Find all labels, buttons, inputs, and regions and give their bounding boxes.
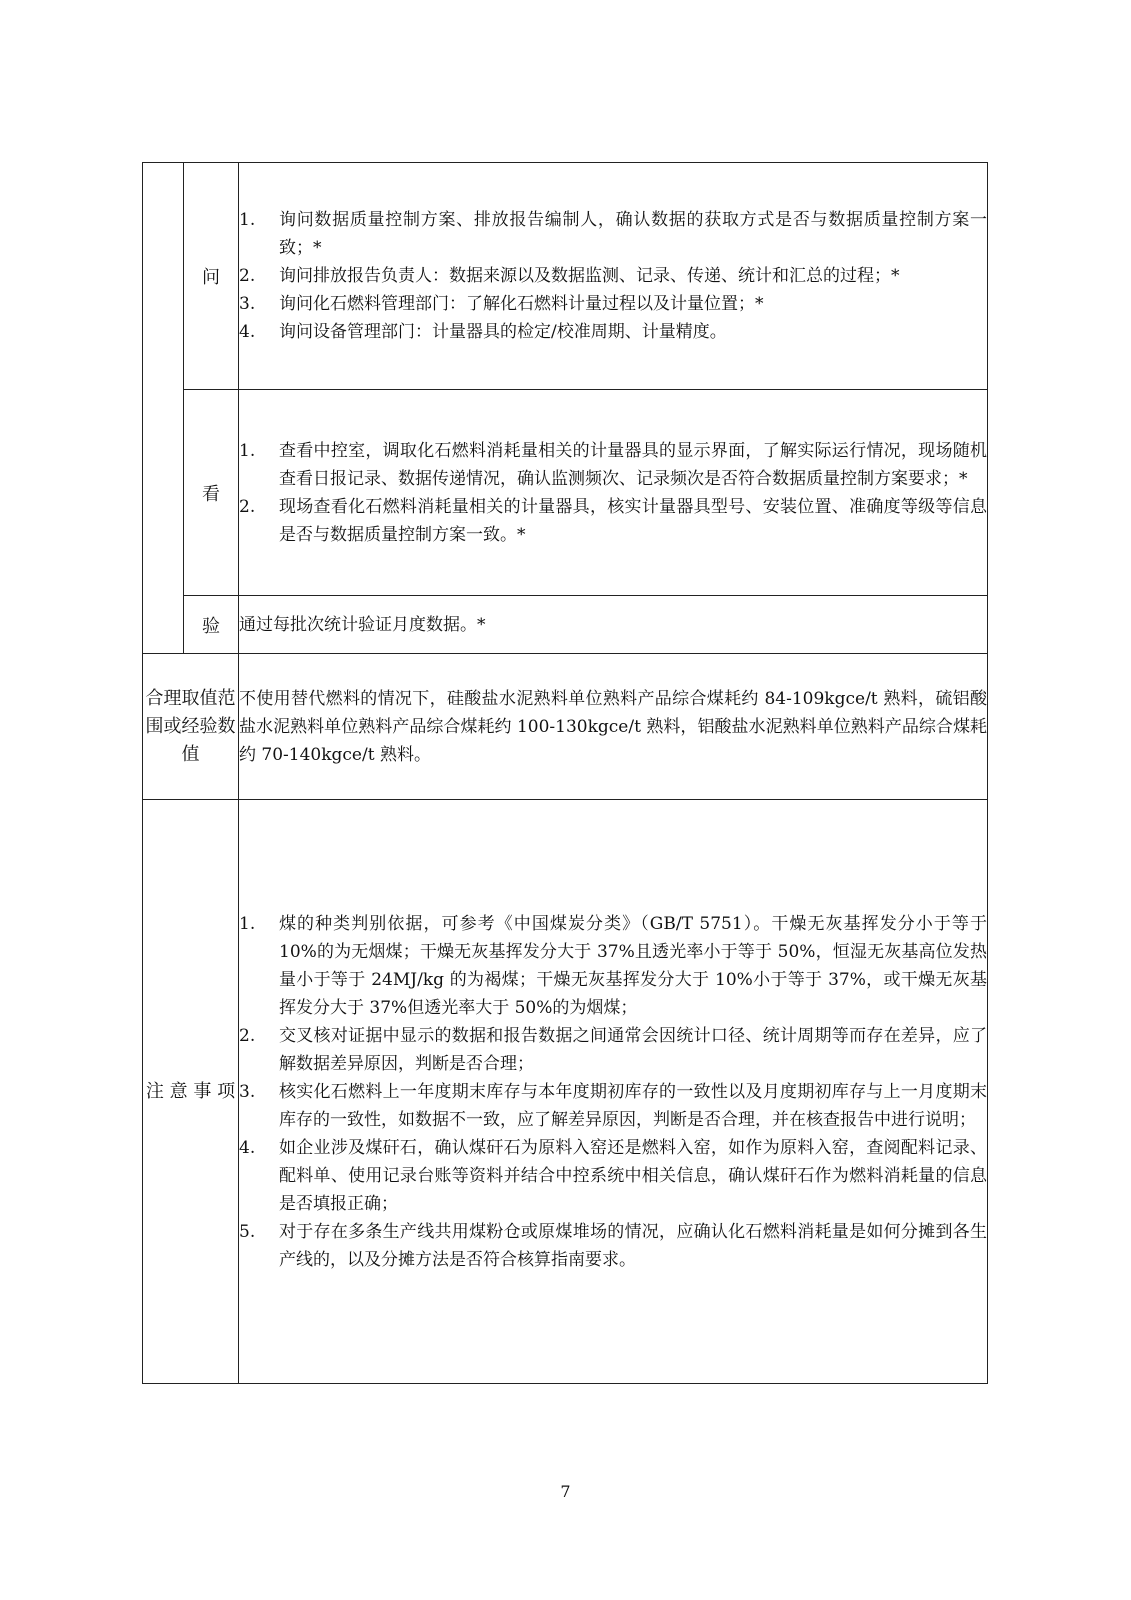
page-number: 7 — [560, 1482, 571, 1501]
notes-content — [239, 800, 988, 1384]
list-item: 3. 询问化石燃料管理部门：了解化石燃料计量过程以及计量位置；* — [239, 294, 764, 314]
ask-label: 问 — [184, 163, 239, 390]
range-content — [239, 654, 988, 800]
list-item: 4. 如企业涉及煤矸石，确认煤矸石为原料入窑还是燃料入窑，如作为原料入窑，查阅配料记录、配料单、使用记录台账等资料并结合中控系统中相关信息，确认煤矸石作为燃料消耗量的信息是否填报正确； — [239, 1137, 987, 1214]
ask-list — [239, 206, 987, 346]
look-label: 看 — [184, 390, 239, 596]
list-item: 2. 询问排放报告负责人：数据来源以及数据监测、记录、传递、统计和汇总的过程；* — [239, 266, 900, 286]
ask-row — [143, 163, 988, 390]
look-list — [239, 437, 987, 549]
list-item: 2. 交叉核对证据中显示的数据和报告数据之间通常会因统计口径、统计周期等而存在差异，应了解数据差异原因，判断是否合理； — [239, 1025, 987, 1074]
verify-row — [143, 596, 988, 654]
list-item: 5. 对于存在多条生产线共用煤粉仓或原煤堆场的情况，应确认化石燃料消耗量是如何分摊到各生产线的，以及分摊方法是否符合核算指南要求。 — [239, 1221, 987, 1270]
look-row — [143, 390, 988, 596]
verify-label: 验 — [184, 596, 239, 654]
list-item: 1. 查看中控室，调取化石燃料消耗量相关的计量器具的显示界面，了解实际运行情况，现场随机查看日报记录、数据传递情况，确认监测频次、记录频次是否符合数据质量控制方案要求；* — [239, 440, 987, 489]
ask-content — [239, 163, 988, 390]
look-content — [239, 390, 988, 596]
range-text: 不使用替代燃料的情况下，硅酸盐水泥熟料单位熟料产品综合煤耗约 84-109kgce/t 熟料，硫铝酸盐水泥熟料单位熟料产品综合煤耗约 100-130kgce/t 熟料，铝酸盐水泥熟料单位熟料产品综合煤耗约 70-140kgce/t 熟料。 — [239, 688, 987, 765]
list-item: 1. 询问数据质量控制方案、排放报告编制人，确认数据的获取方式是否与数据质量控制方案一致；* — [239, 210, 987, 258]
list-item: 1. 煤的种类判别依据，可参考《中国煤炭分类》（GB/T 5751）。干燥无灰基挥发分小于等于 10%的为无烟煤；干燥无灰基挥发分大于 37%且透光率小于等于 50%，恒湿无灰基高位发热量小于等于 24MJ/kg 的为褐煤；干燥无灰基挥发分大于 10%小于等于 37%，或干燥无灰基挥发分大于 37%但透光率大于 50%的为烟煤； — [239, 913, 987, 1018]
range-label: 合理取值范围或经验数值 — [143, 654, 239, 800]
verify-content — [239, 596, 988, 654]
list-item: 4. 询问设备管理部门：计量器具的检定/校准周期、计量精度。 — [239, 322, 727, 342]
notes-label: 注 意 事 项 — [143, 800, 239, 1384]
list-item: 2. 现场查看化石燃料消耗量相关的计量器具，核实计量器具型号、安装位置、准确度等级等信息是否与数据质量控制方案一致。* — [239, 496, 987, 545]
notes-row — [143, 800, 988, 1384]
verification-table — [142, 162, 988, 1384]
list-item: 3. 核实化石燃料上一年度期末库存与本年度期初库存的一致性以及月度期初库存与上一月度期末库存的一致性，如数据不一致，应了解差异原因，判断是否合理，并在核查报告中进行说明； — [239, 1081, 987, 1130]
notes-list — [239, 910, 987, 1274]
verify-text: 通过每批次统计验证月度数据。* — [239, 614, 486, 635]
range-row — [143, 654, 988, 800]
merged-left-cell — [143, 163, 184, 654]
